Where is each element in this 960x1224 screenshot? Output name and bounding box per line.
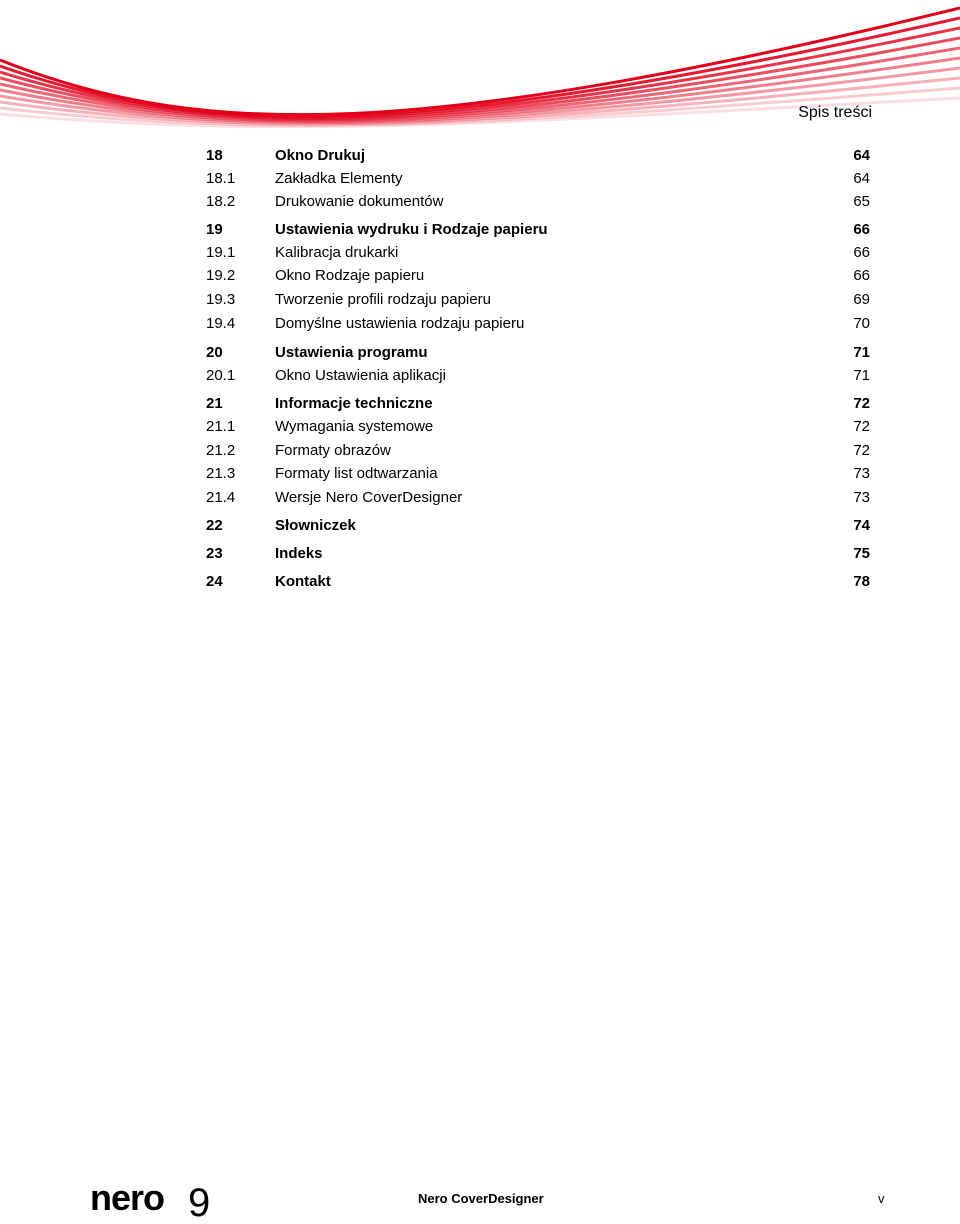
- toc-title: Tworzenie profili rodzaju papieru: [275, 291, 491, 308]
- toc-page-number: 72: [853, 418, 870, 435]
- toc-section-row[interactable]: [206, 463, 870, 485]
- toc-page-number: 64: [853, 170, 870, 187]
- toc-number: 18.2: [206, 193, 236, 210]
- toc-section-row[interactable]: [206, 168, 870, 190]
- toc-section-row[interactable]: [206, 487, 870, 509]
- toc-title: Wymagania systemowe: [275, 418, 434, 435]
- toc-section-row[interactable]: [206, 265, 870, 287]
- section-title: Spis treści: [798, 104, 872, 121]
- toc-page-number: 73: [853, 465, 870, 482]
- toc-page-number: 69: [853, 291, 870, 308]
- toc-title: Zakładka Elementy: [275, 170, 403, 187]
- toc-page-number: 71: [853, 367, 870, 384]
- toc-title: Ustawienia wydruku i Rodzaje papieru: [275, 221, 548, 238]
- toc-title: Kalibracja drukarki: [275, 244, 399, 261]
- toc-title: Ustawienia programu: [275, 344, 428, 361]
- toc-number: 23: [206, 545, 223, 562]
- toc-number: 21.3: [206, 465, 236, 482]
- toc-number: 21.2: [206, 442, 236, 459]
- toc-title: Indeks: [275, 545, 323, 562]
- toc-number: 18: [206, 147, 223, 164]
- toc-number: 24: [206, 573, 223, 590]
- toc-page-number: 66: [853, 267, 870, 284]
- toc-number: 19: [206, 221, 223, 238]
- toc-title: Formaty list odtwarzania: [275, 465, 438, 482]
- toc-section-row[interactable]: [206, 440, 870, 462]
- toc-page-number: 72: [853, 442, 870, 459]
- toc-title: Wersje Nero CoverDesigner: [275, 489, 463, 506]
- toc-section-row[interactable]: [206, 289, 870, 311]
- toc-title: Formaty obrazów: [275, 442, 391, 459]
- toc-number: 21.1: [206, 418, 236, 435]
- toc-number: 19.4: [206, 315, 236, 332]
- svg-text:9: 9: [188, 1181, 211, 1224]
- toc-chapter-row[interactable]: [206, 342, 870, 364]
- toc-section-row[interactable]: [206, 313, 870, 335]
- toc-title: Informacje techniczne: [275, 395, 433, 412]
- toc-chapter-row[interactable]: [206, 571, 870, 593]
- toc-page-number: 65: [853, 193, 870, 210]
- toc-title: Okno Ustawienia aplikacji: [275, 367, 446, 384]
- toc-title: Domyślne ustawienia rodzaju papieru: [275, 315, 525, 332]
- toc-chapter-row[interactable]: [206, 515, 870, 537]
- toc-page-number: 73: [853, 489, 870, 506]
- toc-section-row[interactable]: [206, 416, 870, 438]
- toc-chapter-row[interactable]: [206, 219, 870, 241]
- nero-logo: [90, 1178, 230, 1224]
- footer-product-name: Nero CoverDesigner: [418, 1191, 544, 1206]
- toc-page-number: 75: [853, 545, 870, 562]
- toc-section-row[interactable]: [206, 191, 870, 213]
- svg-text:nero: nero: [90, 1178, 165, 1218]
- toc-number: 21: [206, 395, 223, 412]
- toc-page-number: 78: [853, 573, 870, 590]
- toc-number: 19.2: [206, 267, 236, 284]
- toc-page-number: 66: [853, 244, 870, 261]
- toc-title: Kontakt: [275, 573, 331, 590]
- toc-number: 19.1: [206, 244, 236, 261]
- toc-page-number: 66: [853, 221, 870, 238]
- toc-page-number: 70: [853, 315, 870, 332]
- toc-number: 19.3: [206, 291, 236, 308]
- toc-chapter-row[interactable]: [206, 543, 870, 565]
- toc-section-row[interactable]: [206, 242, 870, 264]
- toc-chapter-row[interactable]: [206, 145, 870, 167]
- toc-page-number: 74: [853, 517, 870, 534]
- toc-page-number: 64: [853, 147, 870, 164]
- toc-page-number: 71: [853, 344, 870, 361]
- toc-title: Drukowanie dokumentów: [275, 193, 444, 210]
- toc-section-row[interactable]: [206, 365, 870, 387]
- toc-title: Okno Rodzaje papieru: [275, 267, 425, 284]
- toc-number: 21.4: [206, 489, 236, 506]
- toc-page-number: 72: [853, 395, 870, 412]
- footer-page-number: v: [878, 1191, 885, 1206]
- toc-chapter-row[interactable]: [206, 393, 870, 415]
- toc-title: Okno Drukuj: [275, 147, 366, 164]
- toc-number: 20.1: [206, 367, 236, 384]
- toc-number: 22: [206, 517, 223, 534]
- toc-title: Słowniczek: [275, 517, 356, 534]
- toc-number: 20: [206, 344, 223, 361]
- toc-number: 18.1: [206, 170, 236, 187]
